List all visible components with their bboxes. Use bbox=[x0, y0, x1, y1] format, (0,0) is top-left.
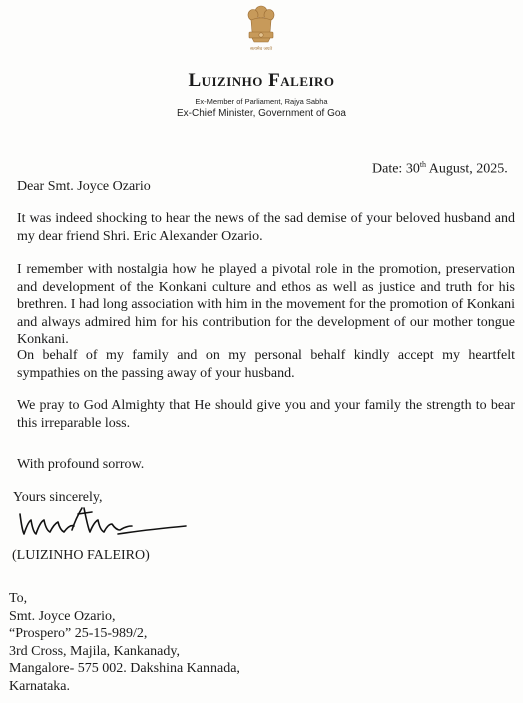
address-line: “Prospero” 25-15-989/2, bbox=[9, 626, 148, 642]
salutation: Dear Smt. Joyce Ozario bbox=[17, 179, 151, 194]
handwritten-signature bbox=[14, 500, 189, 545]
recipient-address bbox=[9, 590, 240, 696]
paragraph-remembrance: I remember with nostalgia how he played a pivotal role in the promotion, preservation and development of the Konkani culture and ethos as well as justice and truth for his brethren. I had long association with him in the movement for the promotion of Konkani and always admired him for his contribution for the development of our mother tongue Konkani. bbox=[17, 262, 515, 348]
letterhead-name: Luizinho Faleiro bbox=[188, 70, 335, 91]
national-emblem-icon bbox=[243, 2, 279, 60]
emblem-motto: सत्यमेव जयते bbox=[249, 47, 273, 52]
letterhead-title-1: Ex-Member of Parliament, Rajya Sabha bbox=[195, 97, 328, 106]
date-superscript: th bbox=[419, 160, 427, 169]
address-line: 3rd Cross, Majila, Kankanady, bbox=[9, 643, 180, 659]
letterhead-title-2: Ex-Chief Minister, Government of Goa bbox=[177, 108, 346, 119]
date-suffix: August, 2025. bbox=[426, 161, 508, 177]
paragraph-condolence: It was indeed shocking to hear the news of the sad demise of your beloved husband and my dear friend Shri. Eric Alexander Ozario. bbox=[17, 211, 515, 244]
address-line: Smt. Joyce Ozario, bbox=[9, 608, 116, 624]
signatory-name: (LUIZINHO FALEIRO) bbox=[12, 548, 150, 563]
address-line: Mangalore- 575 002. Dakshina Kannada, bbox=[9, 661, 240, 677]
date-prefix: Date: 30 bbox=[372, 161, 420, 177]
letter-date bbox=[372, 160, 508, 178]
paragraph-sympathies: On behalf of my family and on my personal behalf kindly accept my heartfelt sympathies on the passing away of your husband. bbox=[17, 348, 515, 381]
closing-sorrow: With profound sorrow. bbox=[17, 457, 145, 472]
paragraph-prayer: We pray to God Almighty that He should give you and your family the strength to bear this irreparable loss. bbox=[17, 398, 515, 431]
address-to: To, bbox=[9, 591, 28, 606]
closing-yours-sincerely: Yours sincerely, bbox=[13, 490, 103, 505]
address-line: Karnataka. bbox=[9, 678, 71, 694]
